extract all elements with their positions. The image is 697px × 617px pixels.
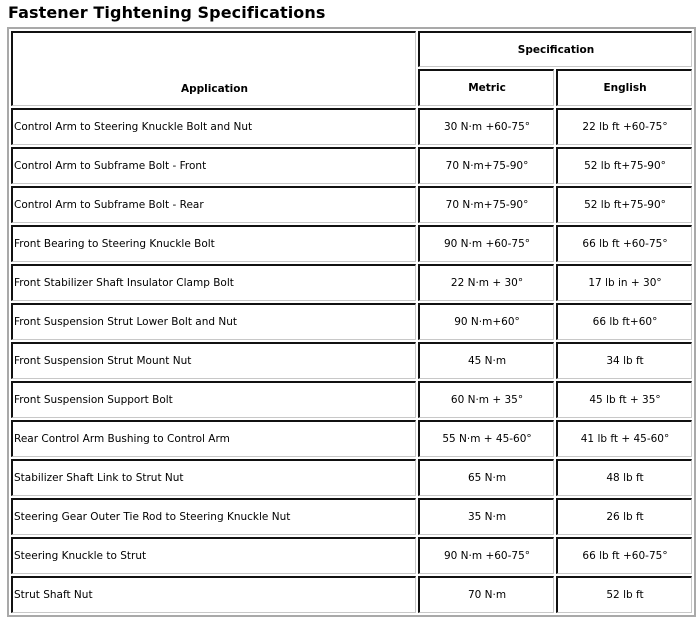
application-cell: Steering Gear Outer Tie Rod to Steering Knuckle Nut bbox=[11, 498, 416, 535]
english-cell: 17 lb in + 30° bbox=[556, 264, 692, 301]
metric-cell: 90 N·m +60-75° bbox=[418, 225, 554, 262]
metric-cell: 70 N·m+75-90° bbox=[418, 147, 554, 184]
table-row bbox=[11, 303, 692, 340]
table-row bbox=[11, 420, 692, 457]
table-row bbox=[11, 498, 692, 535]
english-cell: 66 lb ft +60-75° bbox=[556, 537, 692, 574]
application-cell: Front Bearing to Steering Knuckle Bolt bbox=[11, 225, 416, 262]
application-cell: Control Arm to Subframe Bolt - Front bbox=[11, 147, 416, 184]
english-cell: 66 lb ft+60° bbox=[556, 303, 692, 340]
english-cell: 26 lb ft bbox=[556, 498, 692, 535]
table-row bbox=[11, 186, 692, 223]
application-cell: Stabilizer Shaft Link to Strut Nut bbox=[11, 459, 416, 496]
english-cell: 48 lb ft bbox=[556, 459, 692, 496]
application-cell: Front Suspension Support Bolt bbox=[11, 381, 416, 418]
application-cell: Control Arm to Steering Knuckle Bolt and Nut bbox=[11, 108, 416, 145]
application-cell: Rear Control Arm Bushing to Control Arm bbox=[11, 420, 416, 457]
application-cell: Front Suspension Strut Lower Bolt and Nut bbox=[11, 303, 416, 340]
page-title: Fastener Tightening Specifications bbox=[8, 3, 326, 22]
metric-cell: 55 N·m + 45-60° bbox=[418, 420, 554, 457]
metric-cell: 70 N·m+75-90° bbox=[418, 186, 554, 223]
english-cell: 52 lb ft+75-90° bbox=[556, 186, 692, 223]
english-cell: 52 lb ft+75-90° bbox=[556, 147, 692, 184]
metric-cell: 70 N·m bbox=[418, 576, 554, 613]
table-row bbox=[11, 108, 692, 145]
english-cell: 22 lb ft +60-75° bbox=[556, 108, 692, 145]
english-cell: 45 lb ft + 35° bbox=[556, 381, 692, 418]
application-cell: Front Stabilizer Shaft Insulator Clamp Bolt bbox=[11, 264, 416, 301]
application-cell: Front Suspension Strut Mount Nut bbox=[11, 342, 416, 379]
table-row bbox=[11, 537, 692, 574]
column-header-english: English bbox=[556, 69, 692, 106]
metric-cell: 45 N·m bbox=[418, 342, 554, 379]
table-row bbox=[11, 459, 692, 496]
metric-cell: 60 N·m + 35° bbox=[418, 381, 554, 418]
column-header-specification: Specification bbox=[418, 31, 692, 67]
metric-cell: 90 N·m+60° bbox=[418, 303, 554, 340]
table-row bbox=[11, 342, 692, 379]
english-cell: 41 lb ft + 45-60° bbox=[556, 420, 692, 457]
application-cell: Strut Shaft Nut bbox=[11, 576, 416, 613]
application-cell: Steering Knuckle to Strut bbox=[11, 537, 416, 574]
column-header-application: Application bbox=[11, 31, 416, 106]
metric-cell: 90 N·m +60-75° bbox=[418, 537, 554, 574]
english-cell: 52 lb ft bbox=[556, 576, 692, 613]
column-header-metric: Metric bbox=[418, 69, 554, 106]
metric-cell: 65 N·m bbox=[418, 459, 554, 496]
english-cell: 34 lb ft bbox=[556, 342, 692, 379]
metric-cell: 22 N·m + 30° bbox=[418, 264, 554, 301]
english-cell: 66 lb ft +60-75° bbox=[556, 225, 692, 262]
table-row bbox=[11, 225, 692, 262]
application-cell: Control Arm to Subframe Bolt - Rear bbox=[11, 186, 416, 223]
metric-cell: 35 N·m bbox=[418, 498, 554, 535]
table-row bbox=[11, 576, 692, 613]
fastener-spec-table bbox=[7, 27, 696, 617]
table-row bbox=[11, 147, 692, 184]
metric-cell: 30 N·m +60-75° bbox=[418, 108, 554, 145]
table-row bbox=[11, 264, 692, 301]
table-row bbox=[11, 381, 692, 418]
header-row-top bbox=[11, 31, 692, 67]
